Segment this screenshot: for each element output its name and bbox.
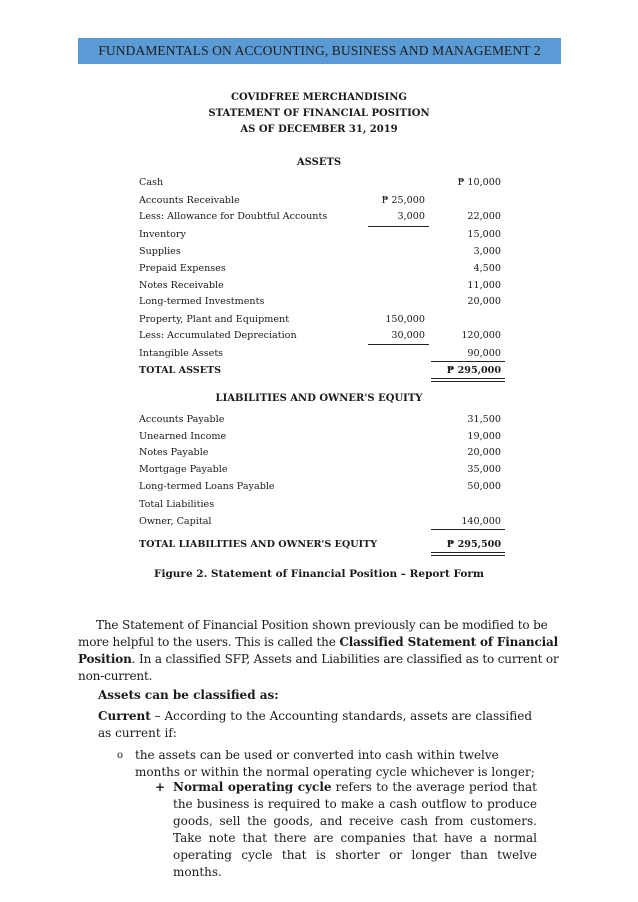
statement-title	[0, 90, 638, 138]
sub-list-item	[155, 779, 537, 881]
row-label: Inventory	[139, 229, 186, 240]
table-row	[139, 296, 504, 313]
para-bold-term: Classified Statement of Financial Position	[78, 635, 559, 666]
row-value: ₱ 295,500	[446, 539, 501, 550]
row-value: 3,000	[473, 246, 501, 257]
para-text: . In a classified SFP, Assets and Liabilities are classified as to current or non-current.	[78, 652, 559, 683]
liabilities-heading: LIABILITIES AND OWNER'S EQUITY	[215, 393, 423, 404]
table-row	[139, 348, 504, 365]
row-value: 35,000	[467, 464, 501, 475]
page-header	[78, 38, 561, 64]
table-row	[139, 211, 504, 228]
row-subvalue: 150,000	[385, 314, 425, 325]
total-underline	[431, 361, 505, 362]
table-row	[139, 263, 504, 280]
row-label: Accounts Receivable	[139, 195, 240, 206]
row-value: 20,000	[467, 447, 501, 458]
para-text: refers to the average period that the business is required to make a cash outflow to produce goods, sell the goods, and receive cash from customers. Take note that there are companies that have a normal operating cycle that is shorter or longer than twelve months.	[173, 780, 537, 879]
subtotal-underline	[368, 344, 429, 345]
row-value: 90,000	[467, 348, 501, 359]
row-value: 31,500	[467, 414, 501, 425]
row-label: Notes Receivable	[139, 280, 224, 291]
figure-caption: Figure 2. Statement of Financial Position – Report Form	[154, 568, 484, 580]
double-underline	[431, 378, 505, 382]
bullet-text: the assets can be used or converted into cash within twelve months or within the normal operating cycle whichever is longer;	[135, 748, 535, 779]
para-text: – According to the Accounting standards, assets are classified as current if:	[98, 709, 533, 740]
table-row	[139, 499, 504, 516]
row-value: 140,000	[461, 516, 501, 527]
row-value: 11,000	[467, 280, 501, 291]
table-row	[139, 330, 504, 347]
plus-icon: +	[155, 780, 166, 794]
table-row	[139, 246, 504, 263]
current-term: Current	[98, 709, 151, 723]
row-value: 22,000	[467, 211, 501, 222]
row-label: TOTAL LIABILITIES AND OWNER'S EQUITY	[139, 539, 378, 550]
row-value: 50,000	[467, 481, 501, 492]
row-label: Supplies	[139, 246, 181, 257]
row-value: ₱ 10,000	[457, 177, 501, 188]
para-text: The Statement of Financial Position shown previously can be modified to be more helpful to the users. This is called the	[78, 618, 548, 649]
table-row	[139, 481, 504, 498]
header-title: FUNDAMENTALS ON ACCOUNTING, BUSINESS AND MANAGEMENT 2	[98, 43, 541, 58]
row-label: Property, Plant and Equipment	[139, 314, 290, 325]
row-label: Mortgage Payable	[139, 464, 228, 475]
table-row	[139, 414, 504, 431]
row-label: Cash	[139, 177, 164, 188]
row-subvalue: 30,000	[391, 330, 425, 341]
row-value: 19,000	[467, 431, 501, 442]
row-subvalue: 3,000	[397, 211, 425, 222]
row-value: 15,000	[467, 229, 501, 240]
row-label: Less: Accumulated Depreciation	[139, 330, 297, 341]
row-label: Owner, Capital	[139, 516, 212, 527]
assets-heading: ASSETS	[296, 157, 342, 168]
row-label: Less: Allowance for Doubtful Accounts	[139, 211, 328, 222]
bullet-icon: o	[117, 750, 124, 761]
table-row	[139, 280, 504, 297]
row-label: Long-termed Loans Payable	[139, 481, 275, 492]
table-row	[139, 229, 504, 246]
paragraph-intro	[78, 617, 562, 685]
sub-bullet-text	[173, 779, 537, 881]
paragraph-current	[98, 708, 538, 742]
row-label: Long-termed Investments	[139, 296, 265, 307]
table-row	[139, 195, 504, 212]
row-value: ₱ 295,000	[446, 365, 501, 376]
table-row	[139, 447, 504, 464]
row-label: Accounts Payable	[139, 414, 225, 425]
table-row	[139, 464, 504, 481]
statement-name: STATEMENT OF FINANCIAL POSITION	[208, 108, 430, 119]
row-value: 20,000	[467, 296, 501, 307]
row-label: Intangible Assets	[139, 348, 224, 359]
row-value: 4,500	[473, 263, 501, 274]
row-label: Prepaid Expenses	[139, 263, 226, 274]
row-label: TOTAL ASSETS	[139, 365, 222, 376]
table-row	[139, 516, 504, 533]
sub-term: Normal operating cycle	[173, 780, 332, 794]
table-row	[139, 177, 504, 194]
row-value: 120,000	[461, 330, 501, 341]
statement-date: AS OF DECEMBER 31, 2019	[240, 124, 398, 135]
table-row	[139, 314, 504, 331]
row-subvalue: ₱ 25,000	[381, 195, 425, 206]
row-label: Total Liabilities	[139, 499, 215, 510]
subtotal-underline	[368, 226, 429, 227]
section-heading: Assets can be classified as:	[98, 688, 279, 702]
row-label: Notes Payable	[139, 447, 209, 458]
company-name: COVIDFREE MERCHANDISING	[231, 92, 407, 103]
total-underline	[431, 529, 505, 530]
double-underline	[431, 552, 505, 556]
table-row	[139, 431, 504, 448]
list-item	[117, 747, 537, 781]
row-label: Unearned Income	[139, 431, 227, 442]
